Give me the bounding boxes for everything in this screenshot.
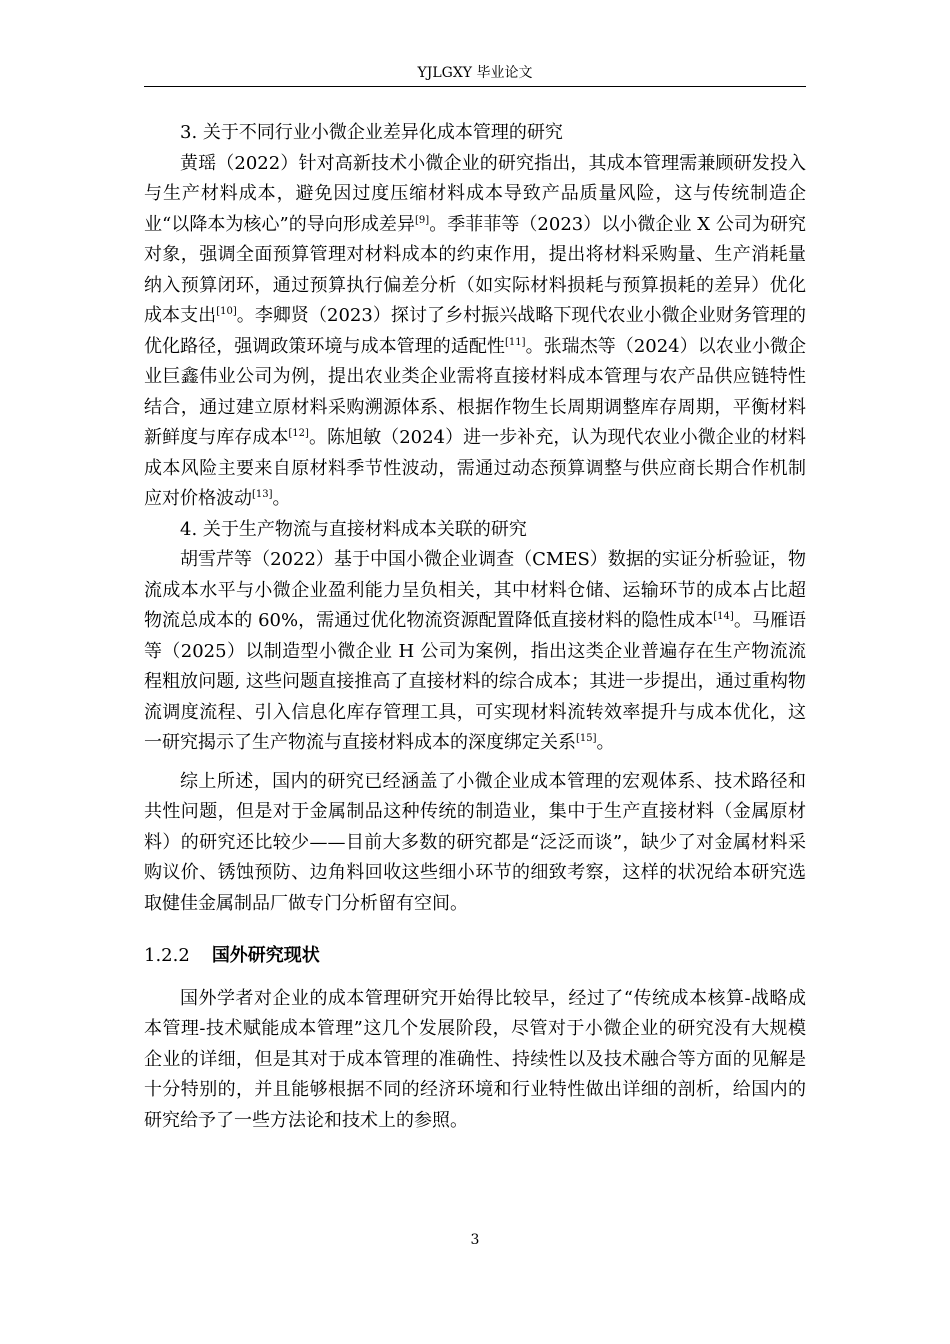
page-content xyxy=(144,118,806,1136)
header-divider xyxy=(144,86,806,87)
page-header: YJLGXY 毕业论文 xyxy=(417,65,533,81)
paragraph-industry-differences xyxy=(144,149,806,515)
paragraph-summary: 综上所述，国内的研究已经涵盖了小微企业成本管理的宏观体系、技术路径和共性问题，但是对于金属制品这种传统的制造业，集中于生产直接材料（金属原材料）的研究还比较少——目前大多数的研究都是“泛泛而谈”，缺少了对金属材料采购议价、锈蚀预防、边角料回收这些细小环节的细致考察，这样的状况给本研究选取健佳金属制品厂做专门分析留有空间。 xyxy=(144,770,806,914)
text: 胡雪芹等（2022）基于中国小微企业调查（CMES）数据的实证分析验证，物流成本水平与小微企业盈利能力呈负相关，其中材料仓储、运输环节的成本占比超物流总成本的 60%，需通过优化物流资源配置降低直接材料的隐性成本 xyxy=(144,549,806,631)
text: 。陈旭敏（2024）进一步补充，认为现代农业小微企业的材料成本风险主要来自原材料季节性波动，需通过动态预算调整与供应商长期合作机制应对价格波动 xyxy=(144,427,806,509)
paragraph-foreign-research: 国外学者对企业的成本管理研究开始得比较早，经过了“传统成本核算-战略成本管理-技术赋能成本管理”这几个发展阶段，尽管对于小微企业的研究没有大规模企业的详细，但是其对于成本管理的准确性、持续性以及技术融合等方面的见解是十分特别的，并且能够根据不同的经济环境和行业特性做出详细的剖析，给国内的研究给予了一些方法论和技术上的参照。 xyxy=(144,987,806,1131)
text: 。 xyxy=(272,488,291,509)
citation-11: [11] xyxy=(504,336,526,348)
section-number: 1.2.2 xyxy=(144,945,190,966)
paragraph-logistics xyxy=(144,545,806,759)
text: 。马雁语等（2025）以制造型小微企业 H 公司为案例，指出这类企业普遍存在生产物流流程粗放问题, 这些问题直接推高了直接材料的综合成本；其进一步提出，通过重构物流调度流程、引入信息化库存管理工具，可实现材料流转效率提升与成本优化，这一研究揭示了生产物流与直接材料成本的深度绑定关系 xyxy=(144,610,806,753)
text: 。李卿贤（2023）探讨了乡村振兴战略下现代农业小微企业财务管理的优化路径，强调政策环境与成本管理的适配性 xyxy=(144,305,807,357)
text: 。张瑞杰等（2024）以农业小微企业巨鑫伟业公司为例，提出农业类企业需将直接材料成本管理与农产品供应链特性结合，通过建立原材料采购溯源体系、根据作物生长周期调整库存周期，平衡材料新鲜度与库存成本 xyxy=(144,335,807,448)
subheading-3: 3. 关于不同行业小微企业差异化成本管理的研究 xyxy=(180,122,563,143)
citation-9: [9] xyxy=(415,214,430,226)
text: 。 xyxy=(596,732,615,753)
citation-15: [15] xyxy=(576,733,597,744)
text: 。季菲菲等（2023）以小微企业 X 公司为研究对象，强调全面预算管理对材料成本的约束作用，提出将材料采购量、生产消耗量纳入预算闭环，通过预算执行偏差分析（如实际材料损耗与预算损耗的差异）优化成本支出 xyxy=(144,213,806,326)
citation-13: [13] xyxy=(252,489,273,500)
citation-10: [10] xyxy=(216,306,237,317)
subheading-4: 4. 关于生产物流与直接材料成本关联的研究 xyxy=(180,518,527,540)
text: 黄瑶（2022）针对高新技术小微企业的研究指出，其成本管理需兼顾研发投入与生产材料成本，避免因过度压缩材料成本导致产品质量风险，这与传统制造企业“以降本为核心”的导向形成差异 xyxy=(144,152,806,235)
section-heading xyxy=(144,941,806,972)
section-title: 国外研究现状 xyxy=(211,945,320,966)
page-number: 3 xyxy=(470,1232,480,1248)
citation-14: [14] xyxy=(713,611,734,622)
citation-12: [12] xyxy=(288,428,309,439)
